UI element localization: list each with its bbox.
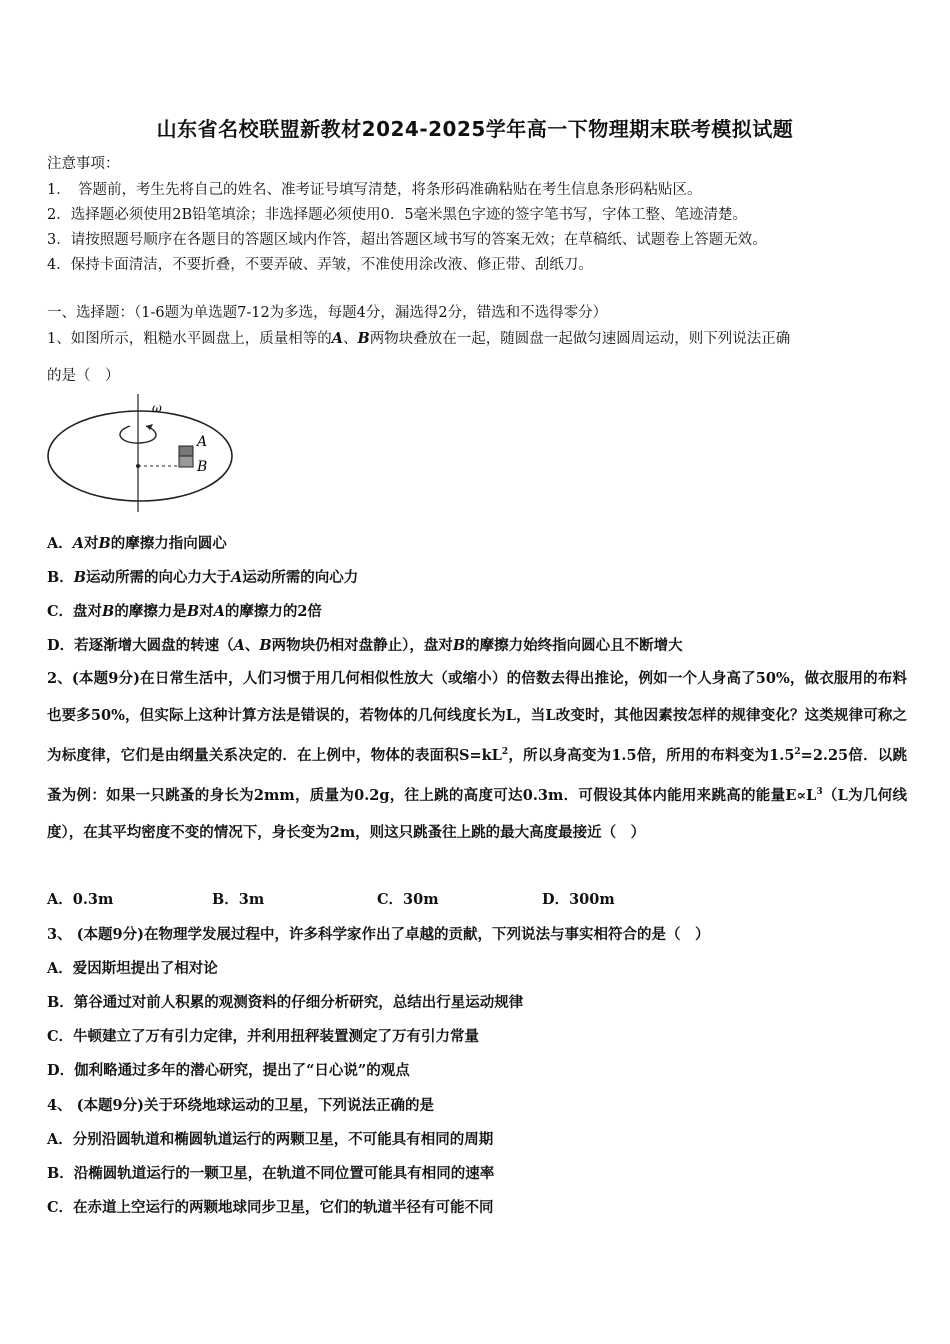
q3-option-d: D．伽利略通过多年的潜心研究，提出了“日心说”的观点 [47,1062,410,1079]
notice-item: 1． 答题前，考生先将自己的姓名、准考证号填写清楚，将条形码准确粘贴在考生信息条形码粘贴区。 [47,182,702,198]
q1-option-c: C．盘对B的摩擦力是B对A的摩擦力的2倍 [47,603,322,620]
q1-stem: 1、如图所示，粗糙水平圆盘上，质量相等的A、B两物块叠放在一起，随圆盘一起做匀速圆周运动，则下列说法正确 [47,330,791,347]
omega-label: ω [152,401,162,415]
q4-option-c: C．在赤道上空运行的两颗地球同步卫星，它们的轨道半径有可能不同 [47,1199,494,1216]
q2-option-b: B．3m [212,891,265,908]
q2-stem: 2、(本题9分)在日常生活中，人们习惯于用几何相似性放大（或缩小）的倍数去得出推论，例如一个人身高了50%，做衣服用的布料也要多50%，但实际上这种计算方法是错误的，若物体的几何线度长为L，当L改变时，其他因素按怎样的规律变化？这类规律可称之为标度律，它们是由纲量关系决定的．在上例中，物体的表面积$S=kL^2$，所以身高变为1.5倍，所用的布料变为$1.5^2=2.25$倍．以跳蚤为例：如果一只跳蚤的身长为2mm，质量为0.2g，往上跳的高度可达0.3m．可假设其体内能用来跳高的能量$E\propto L^3(L$为几何线度），在其平均密度不变的情况下，身长变为2m，则这只跳蚤往上跳的最大高度最接近（ ） [47,670,907,841]
q4-stem: 4、 (本题9分)关于环绕地球运动的卫星，下列说法正确的是 [47,1097,434,1114]
label-a: A [197,434,208,450]
q3-option-a: A．爱因斯坦提出了相对论 [47,960,218,977]
q3-option-b: B．第谷通过对前人积累的观测资料的仔细分析研究，总结出行星运动规律 [47,994,524,1011]
notice-heading: 注意事项： [47,156,120,172]
q3-option-c: C．牛顿建立了万有引力定律，并利用扭秤装置测定了万有引力常量 [47,1028,480,1045]
var-a: A [331,330,343,347]
q1-stem-end: 的是（ ） [47,368,120,384]
q4-option-a: A．分别沿圆轨道和椭圆轨道运行的两颗卫星，不可能具有相同的周期 [47,1131,494,1148]
block-a [179,446,193,456]
q3-stem: 3、 (本题9分)在物理学发展过程中，许多科学家作出了卓越的贡献，下列说法与事实相符合的是（ ） [47,926,710,943]
q2-options [47,888,615,909]
notice-item: 2．选择题必须使用2B铅笔填涂；非选择题必须使用0．5毫米黑色字迹的签字笔书写，字体工整、笔迹清楚。 [47,207,748,223]
notice-item: 4．保持卡面清洁，不要折叠，不要弄破、弄皱，不准使用涂改液、修正带、刮纸刀。 [47,257,593,273]
block-b [179,456,193,467]
q2-option-a: A．0.3m [47,891,114,908]
q4-option-b: B．沿椭圆轨道运行的一颗卫星，在轨道不同位置可能具有相同的速率 [47,1165,495,1182]
q1-option-b: B．B运动所需的向心力大于A运动所需的向心力 [47,569,359,586]
q1-option-d: D．若逐渐增大圆盘的转速（A、B两物块仍相对盘静止），盘对B的摩擦力始终指向圆心且不断增大 [47,637,683,654]
q2-option-d: D．300m [542,891,615,908]
notice-item: 3．请按照题号顺序在各题目的答题区域内作答，超出答题区域书写的答案无效；在草稿纸、试题卷上答题无效。 [47,232,767,248]
section-heading: 一、选择题：（1-6题为单选题7-12为多选，每题4分，漏选得2分，错选和不选得零分） [47,305,608,321]
q2-option-c: C．30m [377,891,439,908]
q1-option-a: A．A对B的摩擦力指向圆心 [47,535,227,552]
page-title: 山东省名校联盟新教材2024-2025学年高一下物理期末联考模拟试题 [156,117,794,141]
label-b: B [197,459,208,475]
turntable-figure [42,390,242,515]
var-b: B [357,330,370,347]
